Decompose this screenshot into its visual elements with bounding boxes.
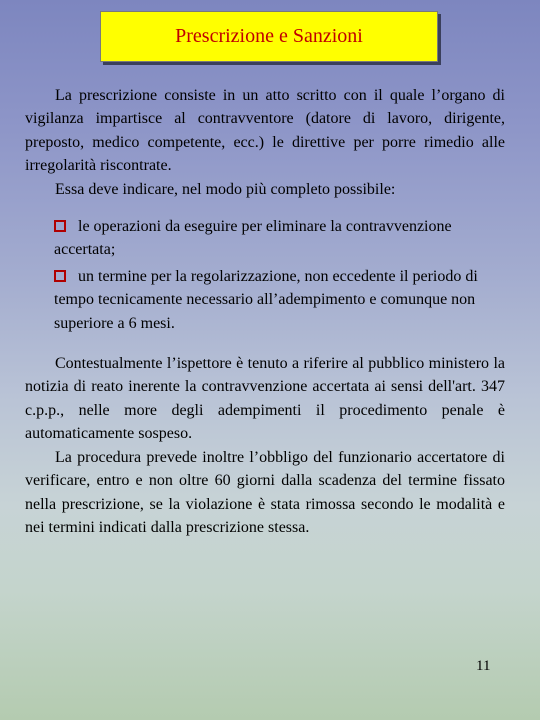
bullet-list [54,215,505,335]
bullet-item [54,215,505,262]
paragraph-contestualmente: Contestualmente l’ispettore è tenuto a riferire al pubblico ministero la notizia di reato inerente la contravvenzione accertata ai sensi dell'art. 347 c.p.p., nelle more degli adempimenti il procedimento penale è automaticamente sospeso. [25,355,505,443]
page-number: 11 [476,658,491,674]
slide-content [25,84,505,539]
slide-title: Prescrizione e Sanzioni [175,25,363,47]
checkbox-icon [54,270,66,282]
bullet-item [54,265,505,335]
paragraph-prescrizione: La prescrizione consiste in un atto scritto con il quale l’organo di vigilanza impartisce al contravventore (datore di lavoro, dirigente, preposto, medico competente, ecc.) le direttive per porre rimedio alle irregolarità riscontrate. [25,87,505,175]
bullet-text: le operazioni da eseguire per eliminare la contravvenzione accertata; [54,218,452,259]
checkbox-icon [54,220,66,232]
bullet-text: un termine per la regolarizzazione, non eccedente il periodo di tempo tecnicamente necessario all’adempimento e comunque non superiore a 6 mesi. [54,267,478,332]
intro-line: Essa deve indicare, nel modo più completo possibile: [55,180,396,198]
paragraph-procedura: La procedura prevede inoltre l’obbligo del funzionario accertatore di verificare, entro e non oltre 60 giorni dalla scadenza del termine fissato nella prescrizione, se la violazione è stata rimossa secondo le modalità e nei termini indicati dalla prescrizione stessa. [25,448,505,536]
title-box [100,11,438,62]
